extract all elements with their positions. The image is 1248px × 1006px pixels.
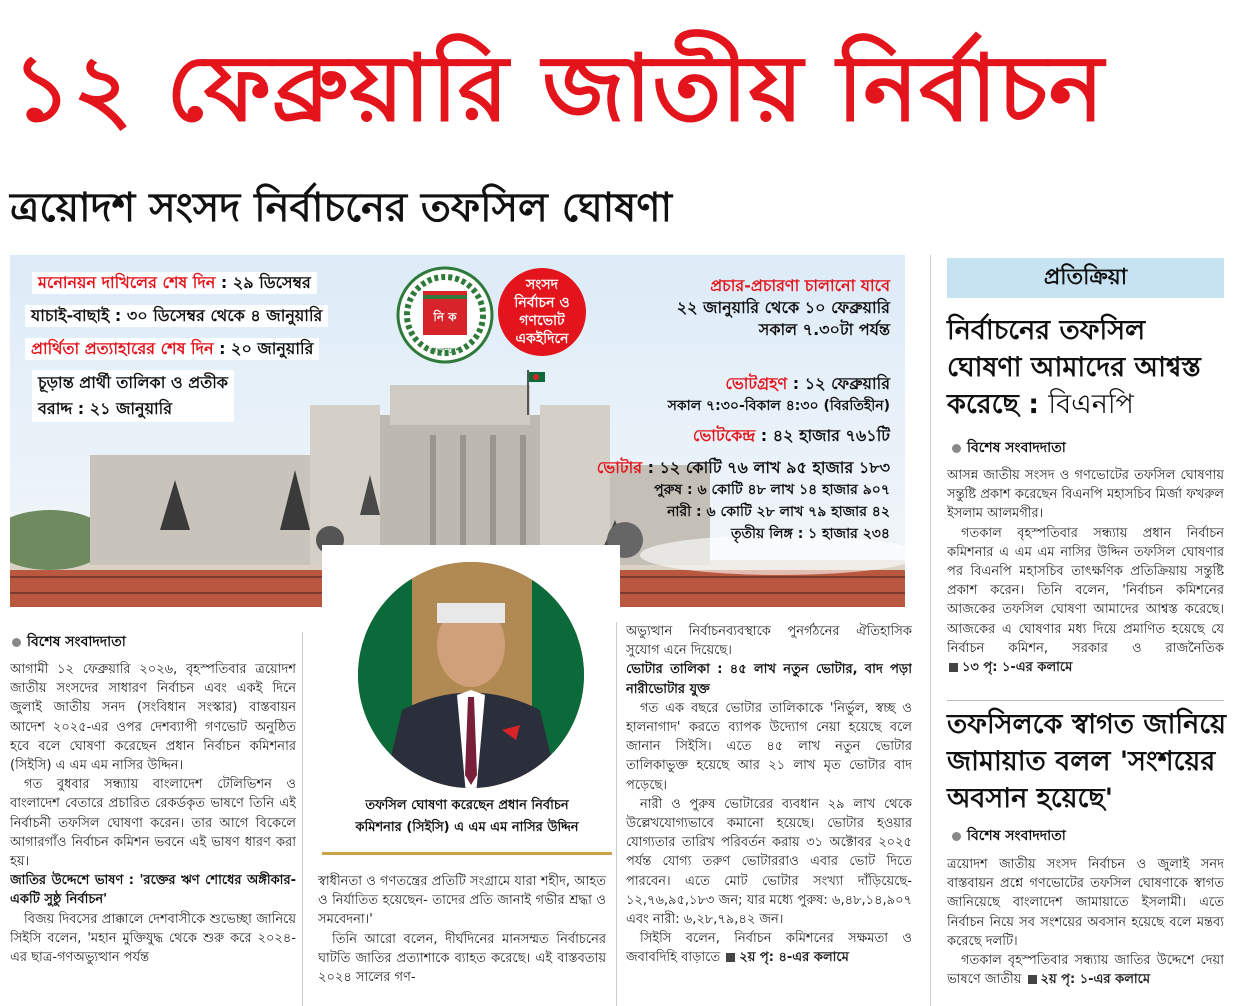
article-paragraph: গত এক বছরে ভোটার তালিকাকে 'নির্ভুল, স্বচ্ছ ও হালনাগাদ' করতে ব্যাপক উদ্যোগ নেয়া হয়েছে বলে জানান সিইসি। এতে ৪৫ লাখ নতুন ভোটার তালিকাভুক্ত হয়েছে আর ২১ লাখ মৃত ভোটার বাদ পড়েছে। [626, 700, 912, 793]
article-paragraph: বিজয় দিবসের প্রাক্কালে দেশবাসীকে শুভেচ্ছা জানিয়ে সিইসি বলেন, 'মহান মুক্তিযুদ্ধ থেকে শুরু করে ২০২৪-এর ছাত্র-গণঅভ্যুত্থান পর্যন্ত [10, 911, 296, 966]
article-paragraph: তিনি আরো বলেন, দীর্ঘদিনের মানসম্মত নির্বাচনের ঘাটতি জাতির প্রত্যাশাকে ব্যাহত করেছে। এই বাস্তবতায় ২০২৪ সালের গণ- [318, 931, 606, 986]
campaign-period: প্রচার-প্রচারণা চালানো যাবে ২২ জানুয়ারি থেকে ১০ ফেব্রুয়ারি সকাল ৭.৩০টা পর্যন্ত [676, 276, 890, 339]
main-byline: বিশেষ সংবাদদাতা [12, 632, 126, 652]
section-header-reaction: প্রতিক্রিয়া [947, 258, 1224, 298]
article-paragraph: সিইসি বলেন, নির্বাচন কমিশনের সক্ষমতা ও জবাবদিহি বাড়াতে ২য় পৃ: ৪-এর কলামে [626, 931, 912, 966]
same-day-badge: সংসদ নির্বাচন ও গণভোট একইদিনে [498, 268, 586, 356]
caption-rule [322, 852, 612, 855]
scrutiny-period: যাচাই-বাছাই : ৩০ ডিসেম্বর থেকে ৪ জানুয়ারি [25, 305, 328, 327]
article-column-2 [318, 872, 606, 1006]
final-candidate-list: চূড়ান্ত প্রার্থী তালিকা ও প্রতীক বরাদ্দ : ২১ জানুয়ারি [32, 370, 234, 422]
sub-headline: ত্রয়োদশ সংসদ নির্বাচনের তফসিল ঘোষণা [10, 185, 673, 231]
voting-day: ভোটগ্রহণ : ১২ ফেব্রুয়ারি সকাল ৭:৩০-বিকাল ৪:৩০ (বিরতিহীন) [667, 374, 890, 414]
story-paragraph: আসন্ন জাতীয় সংসদ ও গণভোটের তফসিল ঘোষণায় সন্তুষ্টি প্রকাশ করেছেন বিএনপি মহাসচিব মির্জা ফখরুল ইসলাম আলমগীর। [947, 468, 1224, 522]
story-divider [947, 700, 1224, 701]
article-column-1 [10, 660, 296, 1006]
article-subhead: ভোটার তালিকা : ৪৫ লাখ নতুন ভোটার, বাদ পড়া নারীভোটার যুক্ত [626, 662, 912, 697]
jump-link[interactable]: ১৩ পৃ: ১-এর কলামে [947, 660, 1072, 675]
story-paragraph: ত্রয়োদশ জাতীয় সংসদ নির্বাচন ও জুলাই সনদ বাস্তবায়ন প্রশ্নে গণভোটের তফসিল ঘোষণাকে স্বাগত জানিয়েছে বাংলাদেশ জামায়াতে ইসলামী। এতে নির্বাচন নিয়ে সব সংশয়ের অবসান হয়েছে বলে মন্তব্য করেছে দলটি। [947, 857, 1224, 949]
story-paragraph: গতকাল বৃহস্পতিবার সন্ধ্যায় জাতির উদ্দেশে দেয়া ভাষণে জাতীয় ২য় পৃ: ১-এর কলামে [947, 953, 1224, 988]
election-commission-logo [395, 265, 495, 365]
article-column-3 [626, 622, 912, 1006]
article-paragraph: অভ্যুত্থান নির্বাচনব্যবস্থাকে পুনর্গঠনের ঐতিহাসিক সুযোগ এনে দিয়েছে। [626, 624, 912, 659]
nomination-deadline: মনোনয়ন দাখিলের শেষ দিন : ২৯ ডিসেম্বর [32, 272, 317, 294]
article-paragraph: নারী ও পুরুষ ভোটারের ব্যবধান ২৯ লাখ থেকে উল্লেখযোগ্যভাবে কমানো হয়েছে। ভোটার হওয়ার যোগ্যতার তারিখ পরিবর্তন করায় ৩১ অক্টোবর ২০২৫ পর্যন্ত যোগ্য তরুণ ভোটাররাও এবার ভোট দিতে পারবেন। এতে মোট ভোটার সংখ্যা দাঁড়িয়েছে- ১২,৭৬,৯৫,১৮৩ জন; যার মধ্যে পুরুষ: ৬,৪৮,১৪,৯০৭ এবং নারী: ৬,২৮,৭৯,৪২ জন। [626, 796, 912, 928]
jump-link[interactable]: ২য় পৃ: ১-এর কলামে [1026, 972, 1151, 987]
column-divider [930, 255, 931, 1006]
story2-headline[interactable]: তফসিলকে স্বাগত জানিয়ে জামায়াত বলল 'সংশয়ের অবসান হয়েছে' [947, 709, 1227, 814]
byline-bullet [952, 444, 961, 453]
story1-body [947, 466, 1224, 686]
story2-byline: বিশেষ সংবাদদাতা [952, 826, 1066, 846]
withdrawal-deadline: প্রার্থিতা প্রত্যাহারের শেষ দিন : ২০ জানুয়ারি [25, 338, 319, 360]
photo-caption: তফসিল ঘোষণা করেছেন প্রধান নির্বাচন কমিশনার (সিইসি) এ এম এম নাসির উদ্দিন [355, 798, 579, 835]
main-headline: ১২ ফেব্রুয়ারি জাতীয় নির্বাচন [12, 35, 1105, 142]
article-paragraph: স্বাধীনতা ও গণতন্ত্রের প্রতিটি সংগ্রামে যারা শহীদ, আহত ও নির্যাতিত হয়েছেন- তাদের প্রতি জানাই গভীর শ্রদ্ধা ও সমবেদনা।' [318, 874, 606, 928]
article-subhead: জাতির উদ্দেশে ভাষণ : 'রক্তের ঋণ শোধের অঙ্গীকার-একটি সুষ্ঠু নির্বাচন' [10, 873, 296, 908]
article-paragraph: গত বুধবার সন্ধ্যায় বাংলাদেশ টেলিভিশন ও বাংলাদেশ বেতারে প্রচারিত রেকর্ডকৃত ভাষণে তিনি এই নির্বাচনী তফসিল ঘোষণা করেন। তার আগে বিকেলে আগারগাঁও নির্বাচন কমিশন ভবনে এই ভাষণ ধারণ করা হয়। [10, 777, 296, 870]
byline-bullet [952, 832, 961, 841]
byline-bullet [12, 638, 21, 647]
column-divider [616, 622, 617, 1006]
article-paragraph: আগামী ১২ ফেব্রুয়ারি ২০২৬, বৃহস্পতিবার ত্রয়োদশ জাতীয় সংসদের সাধারণ নির্বাচন এবং একই দিনে জুলাই জাতীয় সনদ (সংবিধান সংস্কার) বাস্তবায়ন আদেশ ২০২৫-এর ওপর দেশব্যাপী গণভোট অনুষ্ঠিত হবে বলে ঘোষণা করেছেন প্রধান নির্বাচন কমিশনার (সিইসি) এ এম এম নাসির উদ্দিন। [10, 662, 296, 774]
column-divider [302, 632, 303, 1006]
jump-link[interactable]: ২য় পৃ: ৪-এর কলামে [724, 950, 849, 965]
voter-count: ভোটার : ১২ কোটি ৭৬ লাখ ৯৫ হাজার ১৮৩ পুরুষ : ৬ কোটি ৪৮ লাখ ১৪ হাজার ৯০৭ নারী : ৬ কোটি ২৮ লাখ ৭৯ হাজার ৪২ তৃতীয় লিঙ্গ : ১ হাজার ২৩৪ [596, 458, 890, 542]
logo-caption: বাংলাদেশ [429, 346, 461, 355]
logo-letters: নি ক [433, 310, 457, 324]
polling-centers: ভোটকেন্দ্র : ৪২ হাজার ৭৬১টি [692, 426, 890, 445]
story-paragraph: গতকাল বৃহস্পতিবার সন্ধ্যায় প্রধান নির্বাচন কমিশনার এ এম এম নাসির উদ্দিন তফসিল ঘোষণার পর বিএনপি মহাসচিব তাৎক্ষণিক প্রতিক্রিয়ায় সন্তুষ্টি প্রকাশ করেন। তিনি বলেন, 'নির্বাচন কমিশনের আজকের তফসিল ঘোষণা আমাদের আশ্বস্ত করেছে। আজকের এ ঘোষণার মধ্য দিয়ে প্রমাণিত হয়েছে যে নির্বাচন কমিশন, সরকার ও রাজনৈতিক ১৩ পৃ: ১-এর কলামে [947, 525, 1224, 676]
story1-headline[interactable]: নির্বাচনের তফসিল ঘোষণা আমাদের আশ্বস্ত করেছে : বিএনপি [947, 315, 1201, 420]
story2-body [947, 855, 1224, 1006]
cec-portrait [322, 545, 620, 795]
story1-byline: বিশেষ সংবাদদাতা [952, 438, 1066, 458]
